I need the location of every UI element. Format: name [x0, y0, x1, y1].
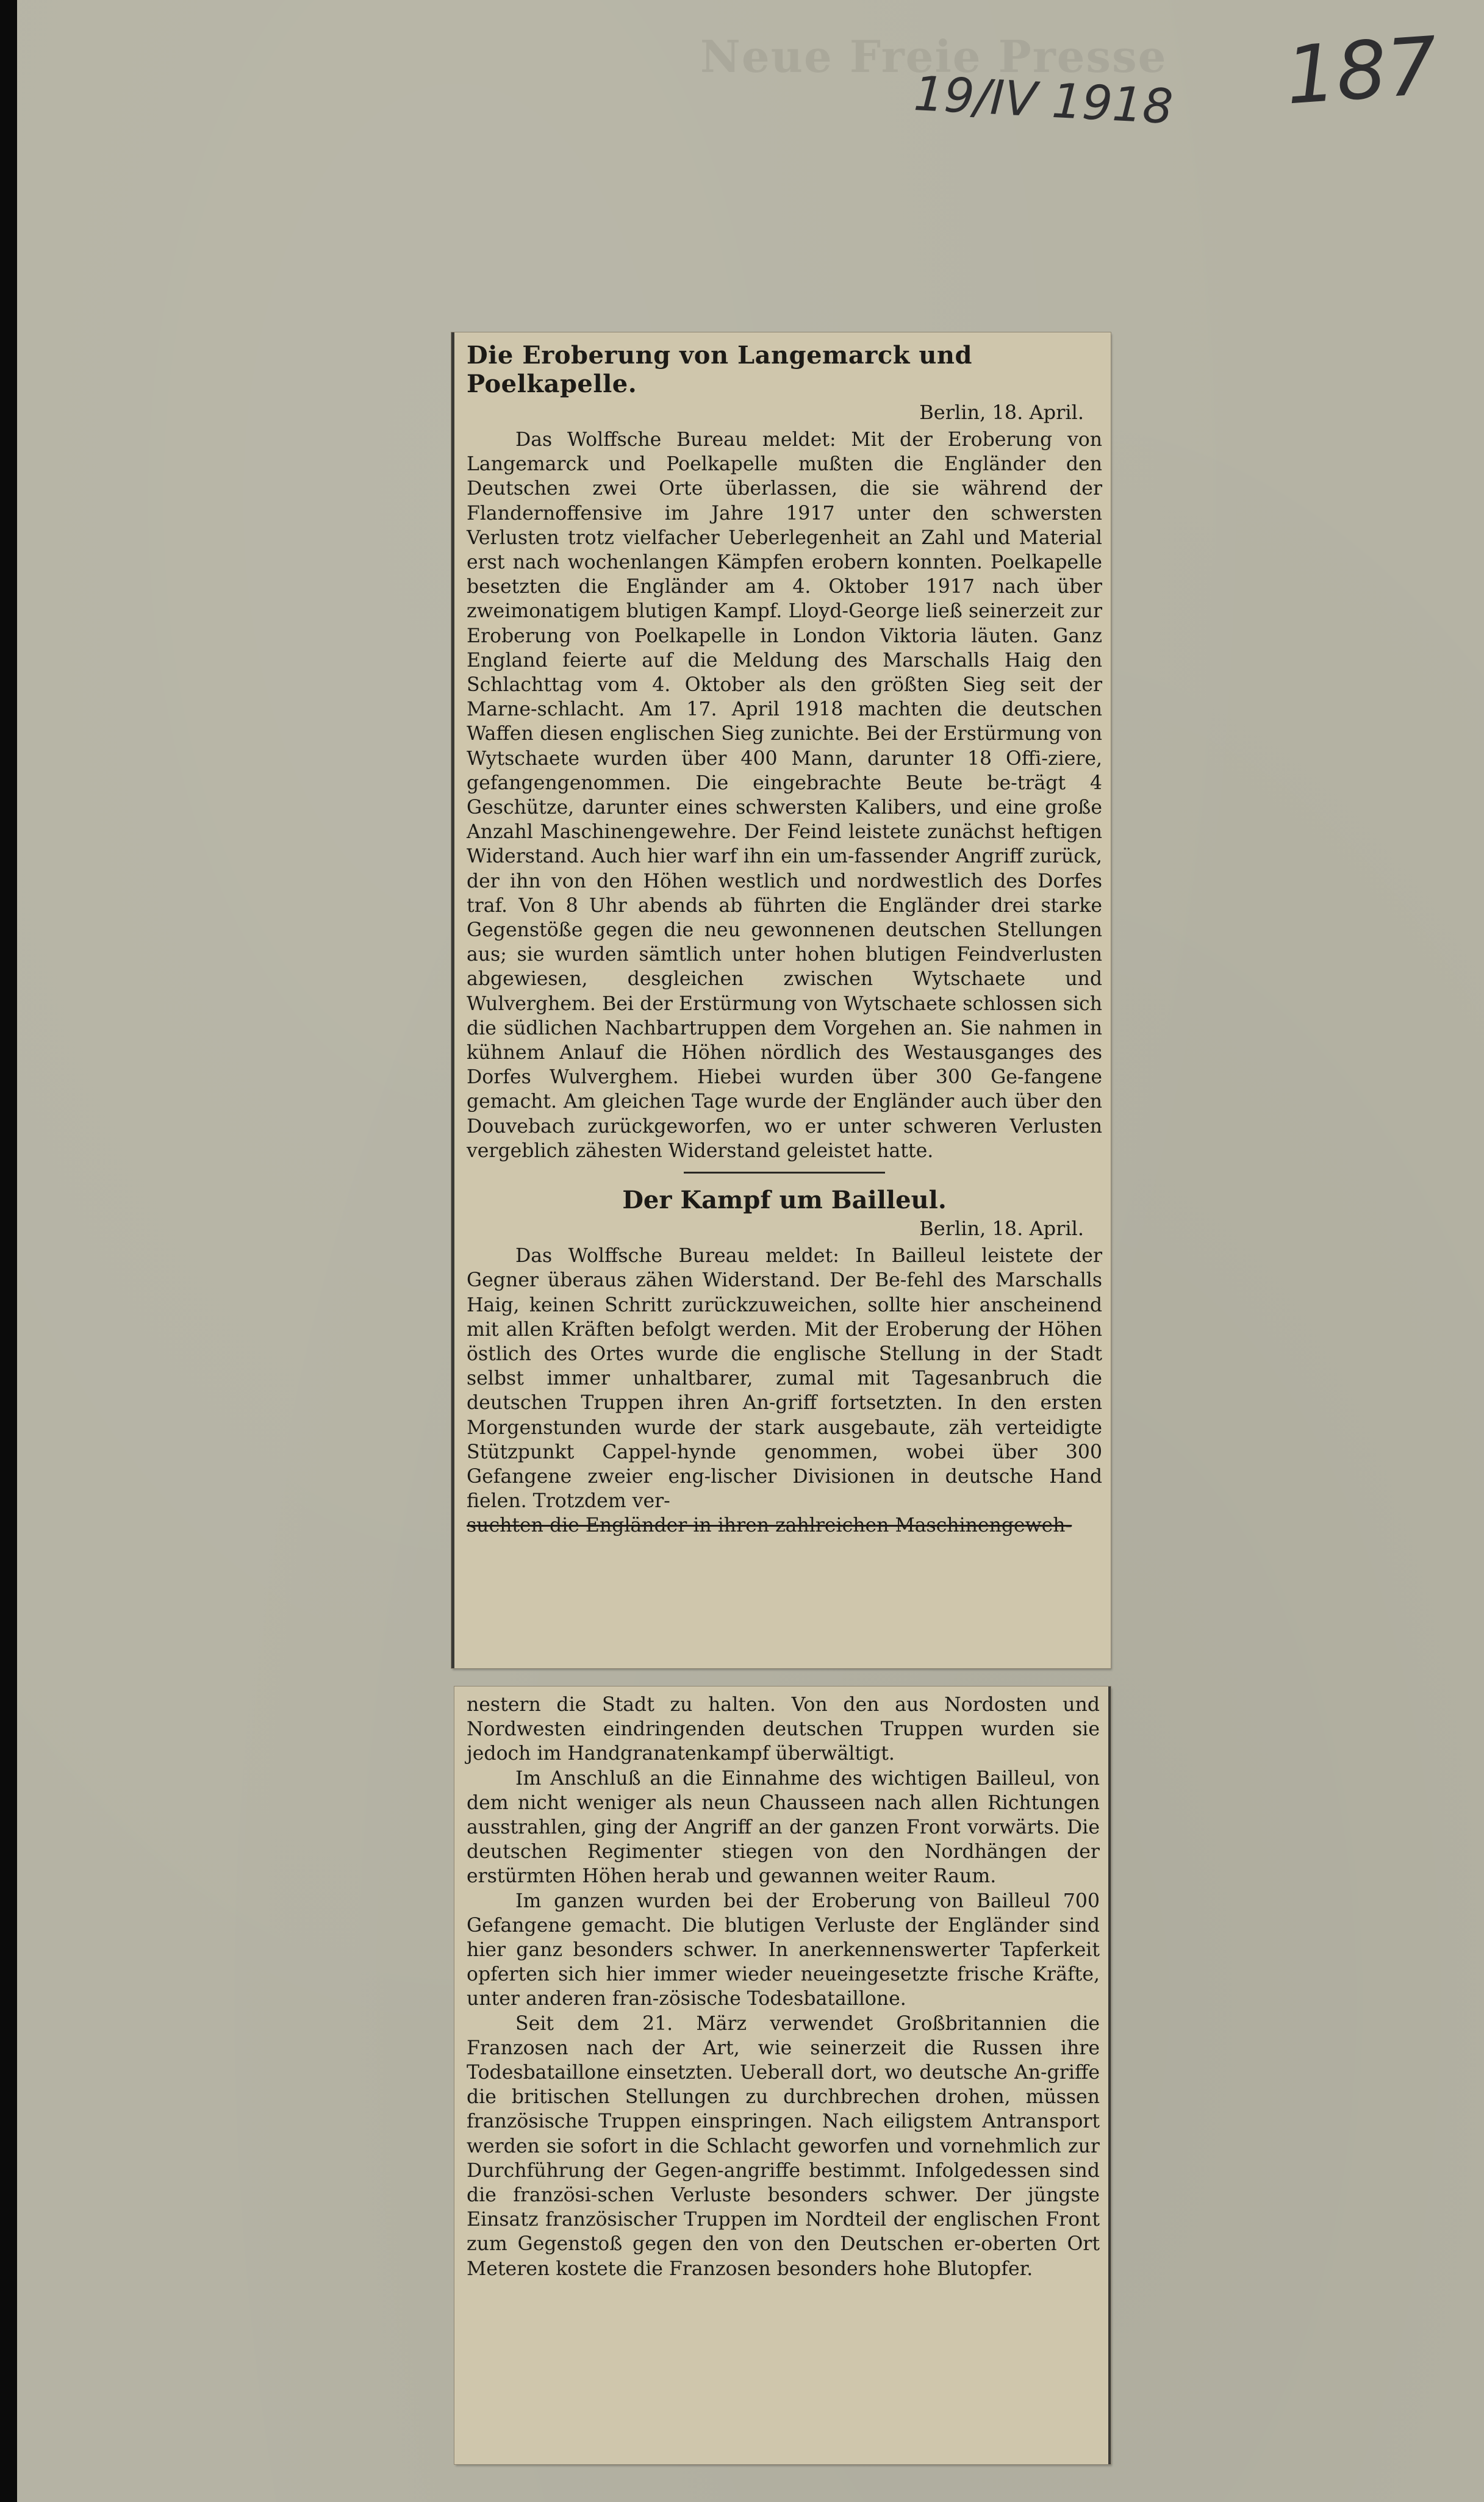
article-2-paragraph-2: Im Anschluß an die Einnahme des wichtigen Bailleul, von dem nicht weniger als neun Chausseen nach allen Richtungen ausstrahlen, ging der Angriff an der ganzen Front vorwärts. Die deutschen Regimenter stiegen von den Nordhängen der erstürmten Höhen herab und gewannen weiter Raum.: [467, 1767, 1100, 1888]
article-2-dateline: Berlin, 18. April.: [919, 1217, 1084, 1241]
clipping-2: [454, 1687, 1111, 2464]
handwritten-date: 19/IV 1918: [912, 66, 1175, 135]
article-2-headline: Der Kampf um Bailleul.: [622, 1186, 947, 1215]
article-2-paragraph-3: Im ganzen wurden bei der Eroberung von Bailleul 700 Gefangene gemacht. Die blutigen Verluste der Engländer sind hier ganz besonders schwer. In anerkennenswerter Tapferkeit opferten sich hier immer wieder neueingesetzte frische Kräfte, unter anderen fran-zösische Todesbataillone.: [467, 1890, 1100, 2010]
newspaper-stamp: Neue Freie Presse: [700, 30, 1167, 82]
article-1-dateline: Berlin, 18. April.: [919, 401, 1084, 424]
section-divider: [684, 1172, 885, 1174]
article-2-cut-line: suchten die Engländer in ihren zahlreichen Maschinengeweh-: [467, 1514, 1072, 1537]
article-1-headline: Die Eroberung von Langemarck und Poelkapelle.: [467, 341, 972, 398]
clipping-1: [451, 332, 1111, 1668]
article-2-paragraph-4: Seit dem 21. März verwendet Großbritannien die Franzosen nach der Art, wie seinerzeit die Russen ihre Todesbataillone einsetzten. Ueberall dort, wo deutsche An-griffe die britischen Stellungen zu durchbrechen drohen, müssen französische Truppen einspringen. Nach eiligstem Antransport werden sie sofort in die Schlacht geworfen und vornehmlich zur Durchführung der Gegen-angriffe bestimmt. Infolgedessen sind die französi-schen Verluste besonders schwer. Der jüngste Einsatz französischer Truppen im Nordteil der englischen Front zum Gegenstoß gegen den von den Deutschen er-oberten Ort Meteren kostete die Franzosen besonders hohe Blutopfer.: [467, 2012, 1100, 2280]
archive-sheet: [17, 0, 1484, 2502]
article-2-body-part-2: nestern die Stadt zu halten. Von den aus Nordosten und Nordwesten eindringenden deutschen Truppen wurden sie jedoch im Handgranatenkampf überwältigt.: [467, 1694, 1100, 1765]
handwritten-page-number: 187: [1283, 19, 1441, 123]
article-2-body-part-1: Das Wolffsche Bureau meldet: In Bailleul leistete der Gegner überaus zähen Widerstand. Der Be-fehl des Marschalls Haig, keinen Schritt zurückzuweichen, sollte hier anscheinend mit allen Kräften befolgt werden. Mit der Eroberung der Höhen östlich des Ortes wurde die englische Stellung in der Stadt selbst immer unhaltbarer, zumal mit Tagesanbruch die deutschen Truppen ihren An-griff fortsetzten. In den ersten Morgenstunden wurde der stark ausgebaute, zäh verteidigte Stützpunkt Cappel-hynde genommen, wobei über 300 Gefangene zweier eng-lischer Divisionen in deutsche Hand fielen. Trotzdem ver-: [467, 1245, 1102, 1513]
article-1-body: Das Wolffsche Bureau meldet: Mit der Eroberung von Langemarck und Poelkapelle mußten die Engländer den Deutschen zwei Orte überlassen, die sie während der Flandernoffensive im Jahre 1917 unter den schwersten Verlusten trotz vielfacher Ueberlegenheit an Zahl und Material erst nach wochenlangen Kämpfen erobern konnten. Poelkapelle besetzten die Engländer am 4. Oktober 1917 nach über zweimonatigem blutigen Kampf. Lloyd-George ließ seinerzeit zur Eroberung von Poelkapelle in London Viktoria läuten. Ganz England feierte auf die Meldung des Marschalls Haig den Schlachttag vom 4. Oktober als den größten Sieg seit der Marne-schlacht. Am 17. April 1918 machten die deutschen Waffen diesen englischen Sieg zunichte. Bei der Erstürmung von Wytschaete wurden über 400 Mann, darunter 18 Offi-ziere, gefangengenommen. Die eingebrachte Beute be-trägt 4 Geschütze, darunter eines schwersten Kalibers, und eine große Anzahl Maschinengewehre. Der Feind leistete zunächst heftigen Widerstand. Auch hier warf ihn ein um-fassender Angriff zurück, der ihn von den Höhen westlich und nordwestlich des Dorfes traf. Von 8 Uhr abends ab führten die Engländer drei starke Gegenstöße gegen die neu gewonnenen deutschen Stellungen aus; sie wurden sämtlich unter hohen blutigen Feindverlusten abgewiesen, desgleichen zwischen Wytschaete und Wulverghem. Bei der Erstürmung von Wytschaete schlossen sich die südlichen Nachbartruppen dem Vorgehen an. Sie nahmen in kühnem Anlauf die Höhen nördlich des Westausganges des Dorfes Wulverghem. Hiebei wurden über 300 Ge-fangene gemacht. Am gleichen Tage wurde der Engländer auch über den Douvebach zurückgeworfen, wo er unter schweren Verlusten vergeblich zähesten Widerstand geleistet hatte.: [467, 429, 1102, 1162]
